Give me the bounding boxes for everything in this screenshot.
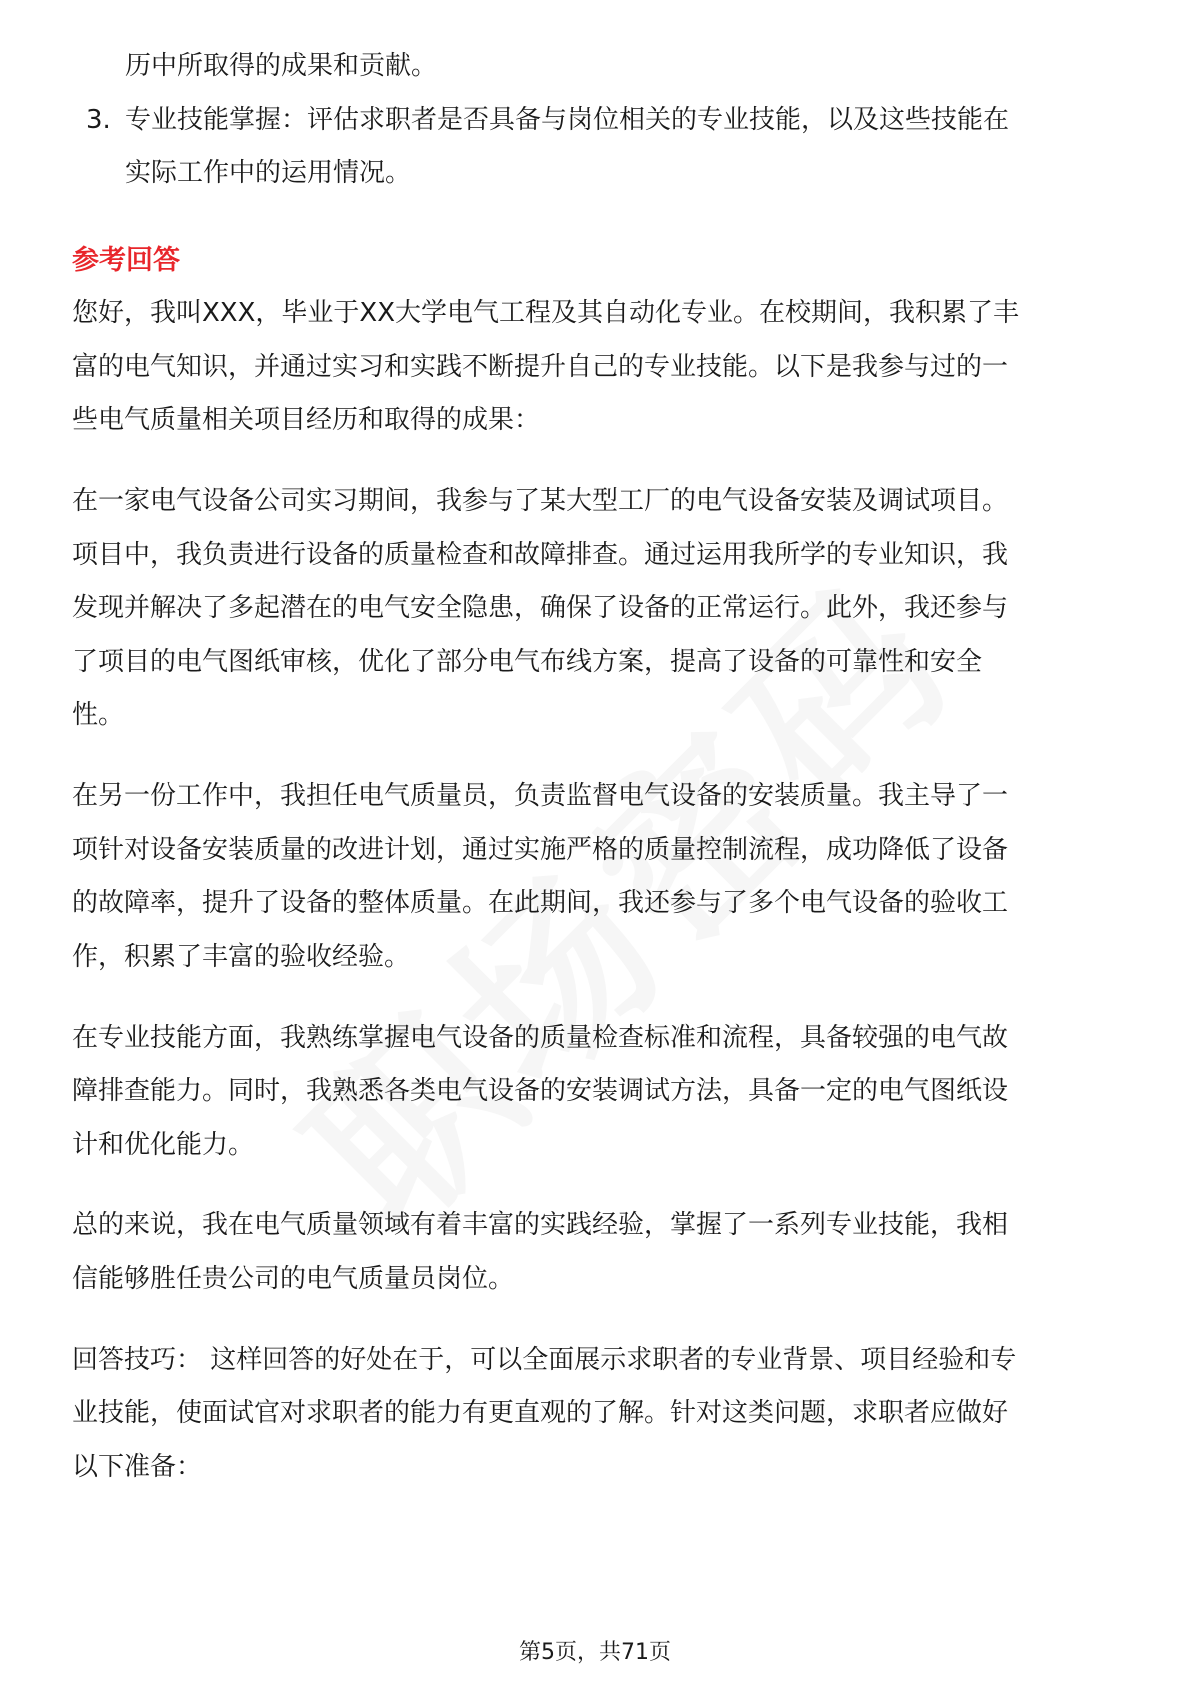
- paragraph-line: 富的电气知识，并通过实习和实践不断提升自己的专业技能。以下是我参与过的一: [72, 352, 1009, 382]
- list-item-line: 实际工作中的运用情况。: [125, 158, 412, 188]
- paragraph-line: 些电气质量相关项目经历和取得的成果：: [72, 405, 541, 435]
- paragraph-line: 性。: [72, 700, 125, 730]
- paragraph-line: 障排查能力。同时，我熟悉各类电气设备的安装调试方法，具备一定的电气图纸设: [72, 1076, 1009, 1106]
- paragraph-line: 回答技巧： 这样回答的好处在于，可以全面展示求职者的专业背景、项目经验和专: [72, 1345, 1017, 1375]
- paragraph-line: 计和优化能力。: [72, 1130, 255, 1160]
- paragraph-line: 业技能，使面试官对求职者的能力有更直观的了解。针对这类问题，求职者应做好: [72, 1398, 1009, 1428]
- paragraph-line: 总的来说，我在电气质量领域有着丰富的实践经验，掌握了一系列专业技能，我相: [72, 1210, 1009, 1240]
- paragraph-line: 发现并解决了多起潜在的电气安全隐患，确保了设备的正常运行。此外，我还参与: [72, 593, 1009, 623]
- paragraph-line: 信能够胜任贵公司的电气质量员岗位。: [72, 1264, 515, 1294]
- paragraph-line: 您好，我叫XXX，毕业于XX大学电气工程及其自动化专业。在校期间，我积累了丰: [72, 298, 1020, 328]
- paragraph-line: 作，积累了丰富的验收经验。: [72, 942, 411, 972]
- paragraph-line: 项针对设备安装质量的改进计划，通过实施严格的质量控制流程，成功降低了设备: [72, 835, 1009, 865]
- paragraph-line: 的故障率，提升了设备的整体质量。在此期间，我还参与了多个电气设备的验收工: [72, 888, 1009, 918]
- paragraph-line: 以下准备：: [72, 1452, 203, 1482]
- paragraph-line: 项目中，我负责进行设备的质量检查和故障排查。通过运用我所学的专业知识，我: [72, 540, 1009, 570]
- answer-heading: 参考回答: [72, 245, 180, 276]
- list-number: 3.: [86, 105, 111, 135]
- page-number: 第5页，共71页: [519, 1640, 671, 1665]
- intro-tail: 历中所取得的成果和贡献。: [125, 51, 438, 81]
- paragraph-line: 了项目的电气图纸审核，优化了部分电气布线方案，提高了设备的可靠性和安全: [72, 647, 983, 677]
- paragraph-line: 在另一份工作中，我担任电气质量员，负责监督电气设备的安装质量。我主导了一: [72, 781, 1009, 811]
- paragraph-line: 在一家电气设备公司实习期间，我参与了某大型工厂的电气设备安装及调试项目。: [72, 486, 1009, 516]
- paragraph-line: 在专业技能方面，我熟练掌握电气设备的质量检查标准和流程，具备较强的电气故: [72, 1023, 1009, 1053]
- list-item-line: 专业技能掌握：评估求职者是否具备与岗位相关的专业技能，以及这些技能在: [125, 105, 1010, 135]
